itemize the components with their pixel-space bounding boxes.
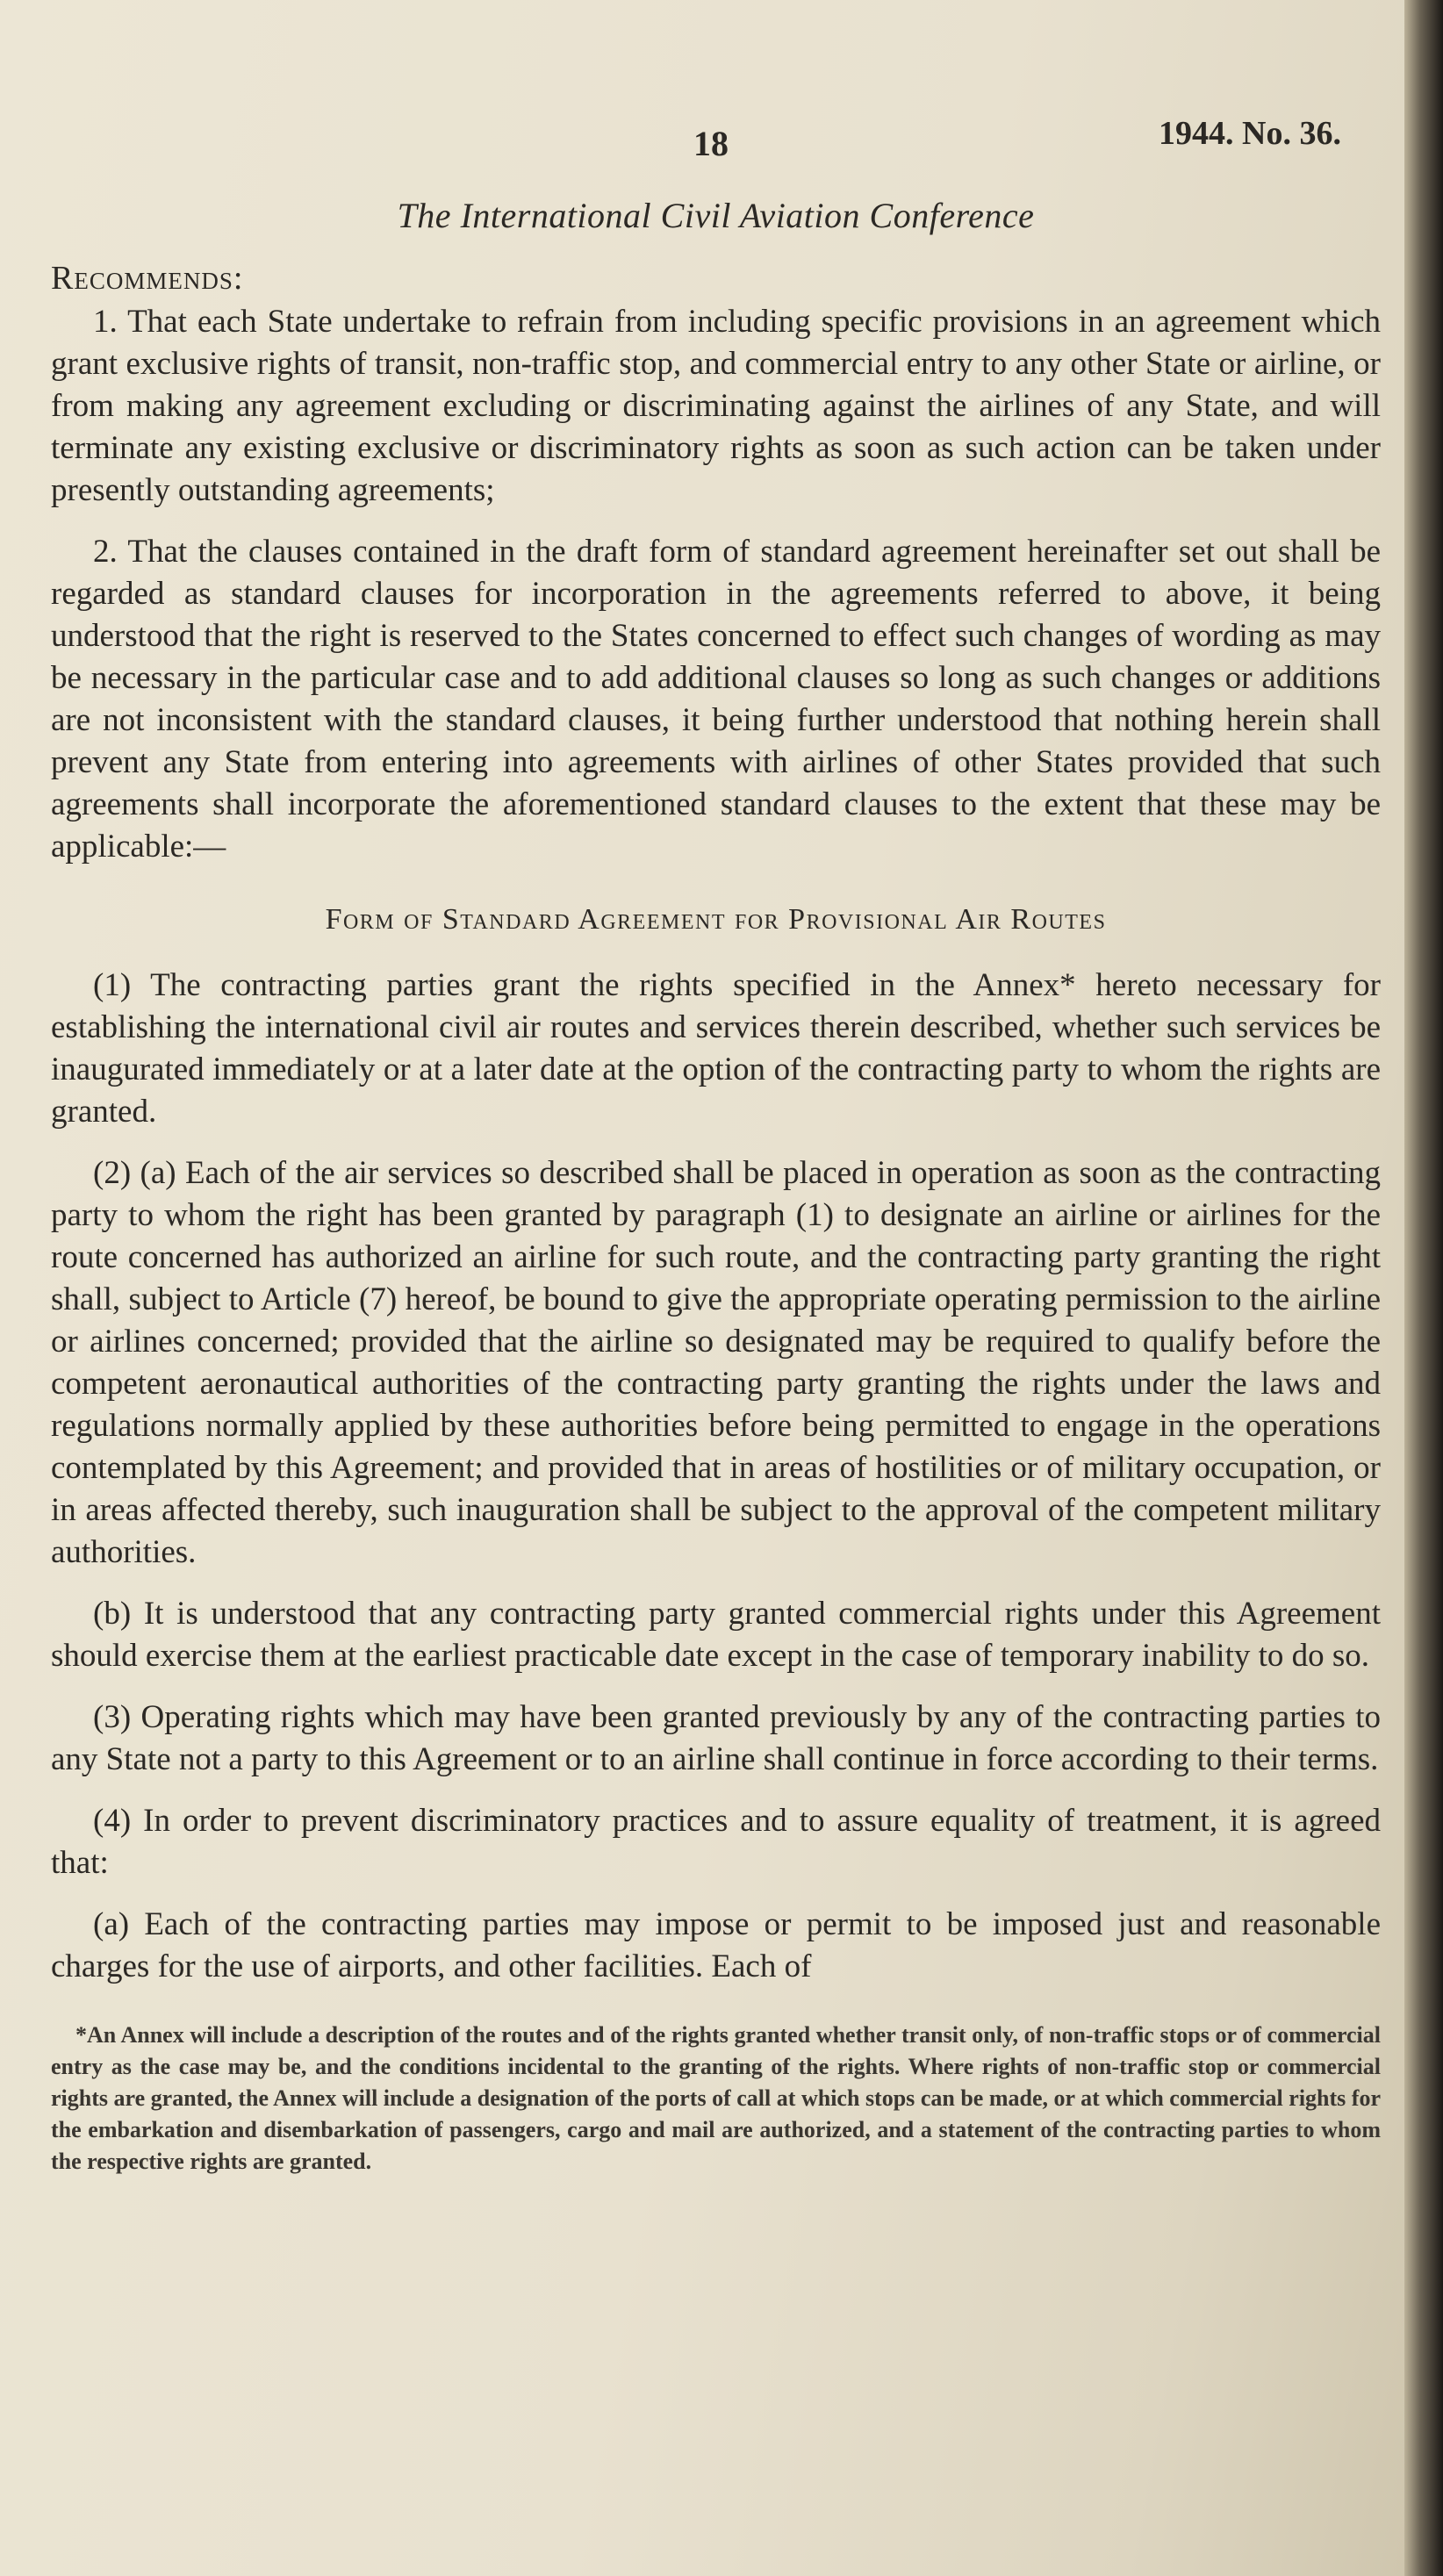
clause-4: (4) In order to prevent discriminatory practices and to assure equality of treatment, it is agreed that:	[51, 1803, 1381, 1881]
clause-4a: (a) Each of the contracting parties may impose or permit to be imposed just and reasonable charges for the use of airports, and other facilities. Each of	[51, 1906, 1381, 1984]
recommends-label: Recommends:	[51, 260, 244, 297]
year-and-number: 1944. No. 36.	[1159, 115, 1341, 152]
recommendation-2: 2. That the clauses contained in the draft form of standard agreement hereinafter set out shall be regarded as standard clauses for incorporation in the agreements referred to above, it being understood that the right is reserved to the States concerned to effect such changes of wording as may be necessary in the particular case and to add additional clauses so long as such changes or additions are not inconsistent with the standard clauses, it being further understood that nothing herein shall prevent any State from entering into agreements with airlines of other States provided that such agreements shall incorporate the aforementioned standard clauses to the extent that these may be applicable:—	[51, 534, 1381, 865]
clause-2b: (b) It is understood that any contracting party granted commercial rights under this Agreement should exercise them at the earliest practicable date except in the case of temporary inability to do so.	[51, 1596, 1381, 1674]
clause-3: (3) Operating rights which may have been granted previously by any of the contracting parties to any State not a party to this Agreement or to an airline shall continue in force according to their terms.	[51, 1699, 1381, 1777]
page-number: 18	[693, 124, 729, 163]
annex-footnote: *An Annex will include a description of the routes and of the rights granted whether transit only, of non-traffic stops or of commercial entry as the case may be, and the conditions incidental to the granting of the rights. Where rights of non-traffic stop or commercial rights are granted, the Annex will include a designation of the ports of call at which stops can be made, or at which commercial rights for the embarkation and disembarkation of passengers, cargo and mail are authorized, and a statement of the contracting parties to whom the respective rights are granted.	[51, 2022, 1381, 2174]
clause-1: (1) The contracting parties grant the rights specified in the Annex* hereto necessary for establishing the international civil air routes and services therein described, whether such services be inaugurated immediately or at a later date at the option of the contracting party to whom the rights are granted.	[51, 967, 1381, 1130]
conference-title: The International Civil Aviation Conference	[397, 196, 1035, 235]
page-body	[51, 195, 1381, 2178]
clause-2a: (2) (a) Each of the air services so described shall be placed in operation as soon as the contracting party to whom the right has been granted by paragraph (1) to designate an airline or airlines for the route concerned has authorized an airline for such route, and the contracting party granting the right shall, subject to Article (7) hereof, be bound to give the appropriate operating permission to the airline or airlines concerned; provided that the airline so designated may be required to qualify before the competent aeronautical authorities of the contracting party granting the rights under the laws and regulations normally applied by these authorities before being permitted to engage in the operations contemplated by this Agreement; and provided that in areas of hostilities or of military occupation, or in areas affected thereby, such inauguration shall be subject to the approval of the competent military authorities.	[51, 1155, 1381, 1570]
page-edge-shadow	[1404, 0, 1443, 2576]
recommendation-1: 1. That each State undertake to refrain from including specific provisions in an agreement which grant exclusive rights of transit, non-traffic stop, and commercial entry to any other State or airline, or from making any agreement excluding or discriminating against the airlines of any State, and will terminate any existing exclusive or discriminatory rights as soon as such action can be taken under presently outstanding agreements;	[51, 304, 1381, 508]
form-heading: Form of Standard Agreement for Provisional Air Routes	[325, 903, 1107, 936]
running-head	[0, 114, 1404, 176]
